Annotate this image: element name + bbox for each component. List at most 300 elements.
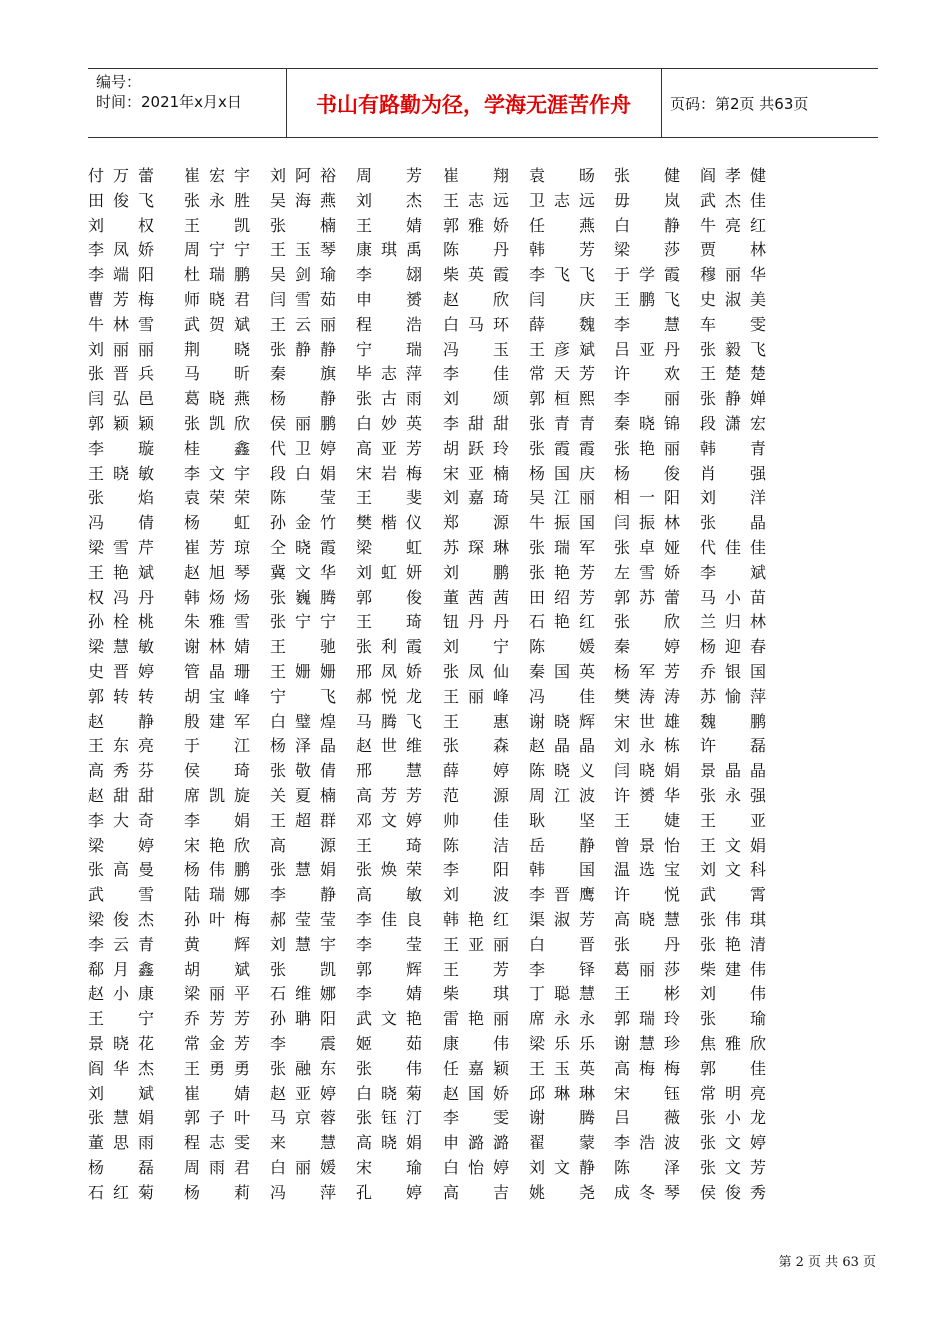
name-entry: 孙 金 竹 (270, 513, 336, 533)
name-entry: 李 慧 (614, 314, 680, 334)
name-entry: 郑 源 (443, 513, 509, 533)
name-entry: 吕 薇 (614, 1108, 680, 1128)
name-entry: 张 钰 汀 (356, 1108, 422, 1128)
name-entry: 成 冬 琴 (614, 1182, 680, 1202)
name-entry: 周 雨 君 (184, 1158, 250, 1177)
name-entry: 穆 丽 华 (700, 265, 766, 285)
name-entry: 王 芳 (443, 959, 509, 979)
name-entry: 梁 雪 芹 (88, 538, 154, 557)
name-entry: 梁 莎 (614, 240, 680, 260)
name-entry: 樊 涛 涛 (614, 686, 680, 706)
name-entry: 马 小 苗 (700, 587, 766, 607)
name-entry: 陈 晓 义 (529, 761, 595, 781)
name-entry: 刘 慧 宇 (270, 934, 336, 954)
name-entry: 高 秀 芬 (88, 761, 154, 781)
name-entry: 史 晋 婷 (88, 662, 154, 681)
name-entry: 白 璧 煌 (270, 711, 336, 731)
name-entry: 任 燕 (529, 215, 595, 235)
name-entry: 柴 英 霞 (443, 265, 509, 285)
name-entry: 冯 萍 (270, 1182, 336, 1202)
name-entry: 张 高 曼 (88, 860, 154, 880)
name-entry: 张 焰 (88, 488, 154, 508)
name-entry: 韩 国 (529, 860, 595, 880)
name-entry: 武 杰 佳 (700, 190, 766, 210)
name-entry: 柴 琪 (443, 984, 509, 1004)
name-entry: 张 艳 清 (700, 934, 766, 954)
name-entry: 赵 世 维 (356, 736, 422, 756)
name-entry: 王 文 娟 (700, 835, 766, 855)
name-entry: 帅 佳 (443, 810, 509, 830)
name-entry: 张 永 强 (700, 786, 766, 805)
name-entry: 胡 跃 玲 (443, 438, 509, 458)
name-entry: 李 莹 (356, 934, 422, 954)
name-entry: 高 亚 芳 (356, 438, 422, 458)
name-entry: 翟 蒙 (529, 1133, 595, 1153)
name-entry: 刘 文 科 (700, 860, 766, 880)
name-entry: 杨 静 (270, 389, 336, 409)
name-entry: 阎 华 杰 (88, 1058, 154, 1078)
name-entry: 左 雪 娇 (614, 562, 680, 582)
name-entry: 姬 茹 (356, 1034, 422, 1053)
name-entry: 郭 桓 熙 (529, 389, 595, 409)
name-entry: 王 姗 姗 (270, 662, 336, 681)
name-entry: 闫 雪 茹 (270, 290, 336, 309)
name-entry: 姚 尧 (529, 1182, 595, 1202)
name-entry: 王 婕 (614, 810, 680, 830)
name-entry: 许 悦 (614, 885, 680, 905)
name-entry: 郭 俊 (356, 587, 422, 607)
name-entry: 赵 旭 琴 (184, 562, 250, 582)
name-entry: 郭 转 转 (88, 686, 154, 706)
name-entry: 王 超 群 (270, 810, 336, 830)
name-entry: 贾 林 (700, 240, 766, 260)
name-entry: 张 慧 娟 (270, 860, 336, 880)
name-entry: 宋 岩 梅 (356, 463, 422, 483)
name-entry: 钮 丹 丹 (443, 612, 509, 632)
name-entry: 申 赟 (356, 290, 422, 309)
name-entry: 谢 腾 (529, 1108, 595, 1128)
name-entry: 冯 玉 (443, 339, 509, 359)
name-entry: 王 勇 勇 (184, 1058, 250, 1078)
name-entry: 王 婧 (356, 215, 422, 235)
name-entry: 卫 志 远 (529, 190, 595, 210)
name-entry: 牛 振 国 (529, 513, 595, 533)
name-entry: 谢 林 婧 (184, 637, 250, 657)
name-entry: 冯 佳 (529, 686, 595, 706)
name-entry: 陈 泽 (614, 1158, 680, 1177)
name-entry: 田 绍 芳 (529, 587, 595, 607)
name-entry: 张 丹 (614, 934, 680, 954)
name-entry: 闫 振 林 (614, 513, 680, 533)
name-entry: 李 静 (270, 885, 336, 905)
name-entry: 袁 荣 荣 (184, 488, 250, 508)
name-entry: 师 晓 君 (184, 290, 250, 309)
name-entry: 王 玉 琴 (270, 240, 336, 260)
name-entry: 张 焕 荣 (356, 860, 422, 880)
name-entry: 荆 晓 (184, 339, 250, 359)
name-entry: 张 毅 飞 (700, 339, 766, 359)
name-entry: 李 娟 (184, 810, 250, 830)
name-entry: 宋 世 雄 (614, 711, 680, 731)
name-entry: 高 源 (270, 835, 336, 855)
name-entry: 胡 斌 (184, 959, 250, 979)
name-entry: 宋 瑜 (356, 1158, 422, 1177)
name-entry: 魏 鹏 (700, 711, 766, 731)
name-entry: 张 青 青 (529, 414, 595, 433)
name-entry: 韩 炀 炀 (184, 587, 250, 607)
name-entry: 董 茜 茜 (443, 587, 509, 607)
name-entry: 陈 洁 (443, 835, 509, 855)
name-entry: 马 昕 (184, 364, 250, 384)
name-entry: 王 驰 (270, 637, 336, 657)
name-entry: 高 晓 娟 (356, 1133, 422, 1153)
name-entry: 相 一 阳 (614, 488, 680, 508)
name-entry: 张 巍 腾 (270, 587, 336, 607)
name-entry: 郗 月 鑫 (88, 959, 154, 979)
name-entry: 白 晓 菊 (356, 1083, 422, 1103)
name-entry: 张 利 霞 (356, 637, 422, 657)
name-entry: 邢 凤 娇 (356, 662, 422, 681)
name-entry: 邓 文 婷 (356, 810, 422, 830)
name-entry: 王 鹏 飞 (614, 290, 680, 309)
name-entry: 李 婧 (356, 984, 422, 1004)
name-entry: 张 凯 欣 (184, 414, 250, 433)
name-entry: 崔 宏 宇 (184, 166, 250, 185)
name-entry: 薛 魏 (529, 314, 595, 334)
name-entry: 郭 苏 蕾 (614, 587, 680, 607)
name-entry: 阎 孝 健 (700, 166, 766, 185)
name-entry: 景 晶 晶 (700, 761, 766, 781)
name-entry: 张 瑞 军 (529, 538, 595, 557)
name-entry: 吕 亚 丹 (614, 339, 680, 359)
name-entry: 周 江 波 (529, 786, 595, 805)
name-entry: 邱 琳 琳 (529, 1083, 595, 1103)
name-entry: 马 腾 飞 (356, 711, 422, 731)
name-entry: 郭 颖 颖 (88, 414, 154, 433)
name-entry: 张 宁 宁 (270, 612, 336, 632)
name-entry: 王 东 亮 (88, 736, 154, 756)
name-entry: 李 阳 (443, 860, 509, 880)
name-entry: 杨 虹 (184, 513, 250, 533)
name-entry: 吴 剑 瑜 (270, 265, 336, 285)
name-entry: 王 楚 楚 (700, 364, 766, 384)
name-entry: 兰 归 林 (700, 612, 766, 632)
name-entry: 张 艳 芳 (529, 562, 595, 582)
name-entry: 张 楠 (270, 215, 336, 235)
name-entry: 张 凯 (270, 959, 336, 979)
name-entry: 陈 丹 (443, 240, 509, 260)
name-entry: 王 云 丽 (270, 314, 336, 334)
name-entry: 王 晓 敏 (88, 463, 154, 483)
name-entry: 李 佳 (443, 364, 509, 384)
name-entry: 黄 辉 (184, 934, 250, 954)
name-entry: 梁 俊 杰 (88, 910, 154, 929)
name-entry: 薛 婷 (443, 761, 509, 781)
name-entry: 宋 钰 (614, 1083, 680, 1103)
name-entry: 武 文 艳 (356, 1009, 422, 1029)
name-entry: 宋 亚 楠 (443, 463, 509, 483)
name-entry: 张 凤 仙 (443, 662, 509, 681)
name-entry: 管 晶 珊 (184, 662, 250, 681)
name-entry: 张 文 婷 (700, 1133, 766, 1153)
name-entry: 王 凯 (184, 215, 250, 235)
name-entry: 张 欣 (614, 612, 680, 632)
name-entry: 秦 晓 锦 (614, 414, 680, 433)
name-entry: 刘 宁 (443, 637, 509, 657)
name-entry: 崔 翔 (443, 166, 509, 185)
name-entry: 刘 鹏 (443, 562, 509, 582)
name-entry: 车 雯 (700, 314, 766, 334)
name-entry: 刘 虹 妍 (356, 562, 422, 582)
name-entry: 梁 虹 (356, 538, 422, 557)
name-entry: 崔 婧 (184, 1083, 250, 1103)
name-entry: 郭 子 叶 (184, 1108, 250, 1128)
name-entry: 付 万 蕾 (88, 166, 154, 185)
name-entry: 冀 文 华 (270, 562, 336, 582)
name-entry: 范 源 (443, 786, 509, 805)
name-entry: 康 琪 禹 (356, 240, 422, 260)
name-entry: 白 晋 (529, 934, 595, 954)
name-entry: 张 伟 琪 (700, 910, 766, 929)
name-entry: 李 丽 (614, 389, 680, 409)
name-entry: 袁 旸 (529, 166, 595, 185)
name-entry: 申 潞 潞 (443, 1133, 509, 1153)
name-entry: 赵 静 (88, 711, 154, 731)
name-entry: 张 静 静 (270, 339, 336, 359)
name-entry: 韩 青 (700, 438, 766, 458)
name-entry: 郭 辉 (356, 959, 422, 979)
name-entry: 于 学 霞 (614, 265, 680, 285)
document-time: 时间：2021年x月x日 (96, 93, 242, 111)
name-entry: 毋 岚 (614, 190, 680, 210)
name-entry: 代 卫 婷 (270, 438, 336, 458)
name-entry: 孙 叶 梅 (184, 910, 250, 929)
name-entry: 关 夏 楠 (270, 786, 336, 805)
name-entry: 梁 乐 乐 (529, 1034, 595, 1053)
name-entry: 苏 琛 琳 (443, 538, 509, 557)
name-entry: 张 森 (443, 736, 509, 756)
name-entry: 雷 艳 丽 (443, 1009, 509, 1029)
name-entry: 权 冯 丹 (88, 587, 154, 607)
name-entry: 李 晋 鹰 (529, 885, 595, 905)
name-entry: 常 天 芳 (529, 364, 595, 384)
name-entry: 席 凯 旋 (184, 786, 250, 805)
name-entry: 桂 鑫 (184, 438, 250, 458)
name-entry: 杨 泽 晶 (270, 736, 336, 756)
name-entry: 陈 媛 (529, 637, 595, 657)
name-entry: 史 淑 美 (700, 290, 766, 309)
name-entry: 陈 莹 (270, 488, 336, 508)
name-entry: 于 江 (184, 736, 250, 756)
name-entry: 李 飞 飞 (529, 265, 595, 285)
motto-text: 书山有路勤为径，学海无涯苦作舟 (316, 93, 631, 117)
name-entry: 段 白 娟 (270, 463, 336, 483)
name-entry: 白 马 环 (443, 314, 509, 334)
name-entry: 闫 晓 娟 (614, 761, 680, 781)
name-entry: 武 贺 斌 (184, 314, 250, 334)
name-entry: 赵 欣 (443, 290, 509, 309)
name-entry: 葛 丽 莎 (614, 959, 680, 979)
name-entry: 耿 坚 (529, 810, 595, 830)
name-entry: 白 妙 英 (356, 414, 422, 433)
name-entry: 梁 慧 敏 (88, 637, 154, 657)
name-entry: 杨 军 芳 (614, 662, 680, 681)
name-entry: 李 端 阳 (88, 265, 154, 285)
name-entry: 张 小 龙 (700, 1108, 766, 1128)
name-entry: 石 维 娜 (270, 984, 336, 1004)
name-entry: 韩 芳 (529, 240, 595, 260)
name-entry: 高 芳 芳 (356, 786, 422, 805)
name-entry: 吴 海 燕 (270, 190, 336, 210)
name-entry: 代 佳 佳 (700, 538, 766, 557)
name-entry: 李 雯 (443, 1108, 509, 1128)
name-entry: 高 吉 (443, 1182, 509, 1202)
name-entry: 张 融 东 (270, 1058, 336, 1078)
name-entry: 李 大 奇 (88, 810, 154, 830)
name-entry: 张 文 芳 (700, 1158, 766, 1177)
name-entry: 丁 聪 慧 (529, 984, 595, 1004)
name-entry: 田 俊 飞 (88, 190, 154, 210)
name-entry: 杨 磊 (88, 1158, 154, 1177)
name-entry: 王 惠 (443, 711, 509, 731)
name-entry: 高 晓 慧 (614, 910, 680, 929)
name-entry: 郭 雅 娇 (443, 215, 509, 235)
name-entry: 曹 芳 梅 (88, 290, 154, 309)
name-entry: 梁 婷 (88, 835, 154, 855)
name-entry: 陆 瑞 娜 (184, 885, 250, 905)
name-entry: 许 赟 华 (614, 786, 680, 805)
name-entry: 杜 瑞 鹏 (184, 265, 250, 285)
name-entry: 白 怡 婷 (443, 1158, 509, 1177)
name-entry: 武 霄 (700, 885, 766, 905)
name-entry: 杨 伟 鹏 (184, 860, 250, 880)
name-entry: 刘 权 (88, 215, 154, 235)
name-entry: 高 梅 梅 (614, 1058, 680, 1078)
name-entry: 焦 雅 欣 (700, 1034, 766, 1053)
name-entry: 郝 莹 莹 (270, 910, 336, 929)
name-entry: 刘 永 栋 (614, 736, 680, 756)
name-entry: 谢 晓 辉 (529, 711, 595, 731)
name-entry: 刘 洋 (700, 488, 766, 508)
name-entry: 赵 甜 甜 (88, 786, 154, 805)
name-entry: 赵 国 娇 (443, 1083, 509, 1103)
name-entry: 侯 琦 (184, 761, 250, 781)
name-entry: 吴 江 丽 (529, 488, 595, 508)
name-entry: 李 甜 甜 (443, 414, 509, 433)
name-entry: 秦 旗 (270, 364, 336, 384)
name-entry: 常 金 芳 (184, 1034, 250, 1053)
name-entry: 崔 芳 琼 (184, 538, 250, 557)
name-entry: 康 伟 (443, 1034, 509, 1053)
name-entry: 肖 强 (700, 463, 766, 483)
name-entry: 白 静 (614, 215, 680, 235)
header-page-code: 页码：第2页 共63页 (670, 95, 809, 113)
name-entry: 岳 静 (529, 835, 595, 855)
name-entry: 刘 丽 丽 (88, 339, 154, 359)
name-entry: 李 云 青 (88, 934, 154, 954)
name-entry: 王 志 远 (443, 190, 509, 210)
name-entry: 刘 杰 (356, 190, 422, 210)
name-entry: 郝 悦 龙 (356, 686, 422, 706)
name-entry: 刘 颂 (443, 389, 509, 409)
name-entry: 谢 慧 珍 (614, 1034, 680, 1053)
name-entry: 冯 倩 (88, 513, 154, 533)
name-entry: 张 慧 娟 (88, 1108, 154, 1128)
name-entry: 白 丽 媛 (270, 1158, 336, 1177)
name-entry: 乔 银 国 (700, 662, 766, 681)
name-entry: 周 宁 宁 (184, 240, 250, 260)
name-entry: 柴 建 伟 (700, 959, 766, 979)
name-entry: 郭 瑞 玲 (614, 1009, 680, 1029)
name-entry: 王 宁 (88, 1009, 154, 1029)
name-entry: 王 艳 斌 (88, 562, 154, 582)
name-entry: 李 凤 娇 (88, 240, 154, 260)
name-entry: 杨 俊 (614, 463, 680, 483)
name-entry: 苏 愉 萍 (700, 686, 766, 706)
name-entry: 段 潇 宏 (700, 414, 766, 433)
name-entry: 李 佳 良 (356, 910, 422, 929)
name-entry: 王 彦 斌 (529, 339, 595, 359)
name-entry: 樊 楷 仪 (356, 513, 422, 533)
name-entry: 张 霞 霞 (529, 438, 595, 458)
name-entry: 任 嘉 颖 (443, 1058, 509, 1078)
name-entry: 赵 晶 晶 (529, 736, 595, 756)
name-entry: 牛 林 雪 (88, 314, 154, 334)
name-entry: 韩 艳 红 (443, 910, 509, 929)
name-entry: 常 明 亮 (700, 1083, 766, 1103)
name-entry: 张 永 胜 (184, 190, 250, 210)
name-entry: 刘 伟 (700, 984, 766, 1004)
name-entry: 张 静 婵 (700, 389, 766, 409)
name-entry: 曾 景 怡 (614, 835, 680, 855)
name-entry: 闫 庆 (529, 290, 595, 309)
name-entry: 秦 婷 (614, 637, 680, 657)
name-entry: 宁 瑞 (356, 339, 422, 359)
name-entry: 胡 宝 峰 (184, 686, 250, 706)
name-entry: 李 璇 (88, 438, 154, 458)
name-entry: 渠 淑 芳 (529, 910, 595, 929)
name-entry: 仝 晓 霞 (270, 538, 336, 557)
name-entry: 张 敬 倩 (270, 761, 336, 781)
name-entry: 王 丽 峰 (443, 686, 509, 706)
name-entry: 张 艳 丽 (614, 438, 680, 458)
name-entry: 王 亚 丽 (443, 934, 509, 954)
name-entry: 温 选 宝 (614, 860, 680, 880)
name-entry: 孔 婷 (356, 1182, 422, 1202)
name-entry: 许 欢 (614, 364, 680, 384)
name-entry: 程 志 雯 (184, 1133, 250, 1153)
name-entry: 王 斐 (356, 488, 422, 508)
name-entry: 来 慧 (270, 1133, 336, 1153)
name-entry: 张 健 (614, 166, 680, 185)
name-entry: 葛 晓 燕 (184, 389, 250, 409)
name-entry: 闫 弘 邑 (88, 389, 154, 409)
name-entry: 刘 斌 (88, 1083, 154, 1103)
name-entry: 侯 俊 秀 (700, 1182, 766, 1202)
name-entry: 刘 阿 裕 (270, 166, 336, 185)
name-entry: 郭 佳 (700, 1058, 766, 1078)
name-entry: 孙 栓 桃 (88, 612, 154, 632)
name-entry: 杨 迎 春 (700, 637, 766, 657)
name-entry: 赵 亚 婷 (270, 1083, 336, 1103)
name-entry: 秦 国 英 (529, 662, 595, 681)
name-entry: 王 琦 (356, 612, 422, 632)
name-entry: 李 文 宇 (184, 463, 250, 483)
name-entry: 杨 莉 (184, 1182, 250, 1202)
name-entry: 景 晓 花 (88, 1034, 154, 1053)
name-entry: 张 瑜 (700, 1009, 766, 1029)
name-entry: 王 亚 (700, 810, 766, 830)
